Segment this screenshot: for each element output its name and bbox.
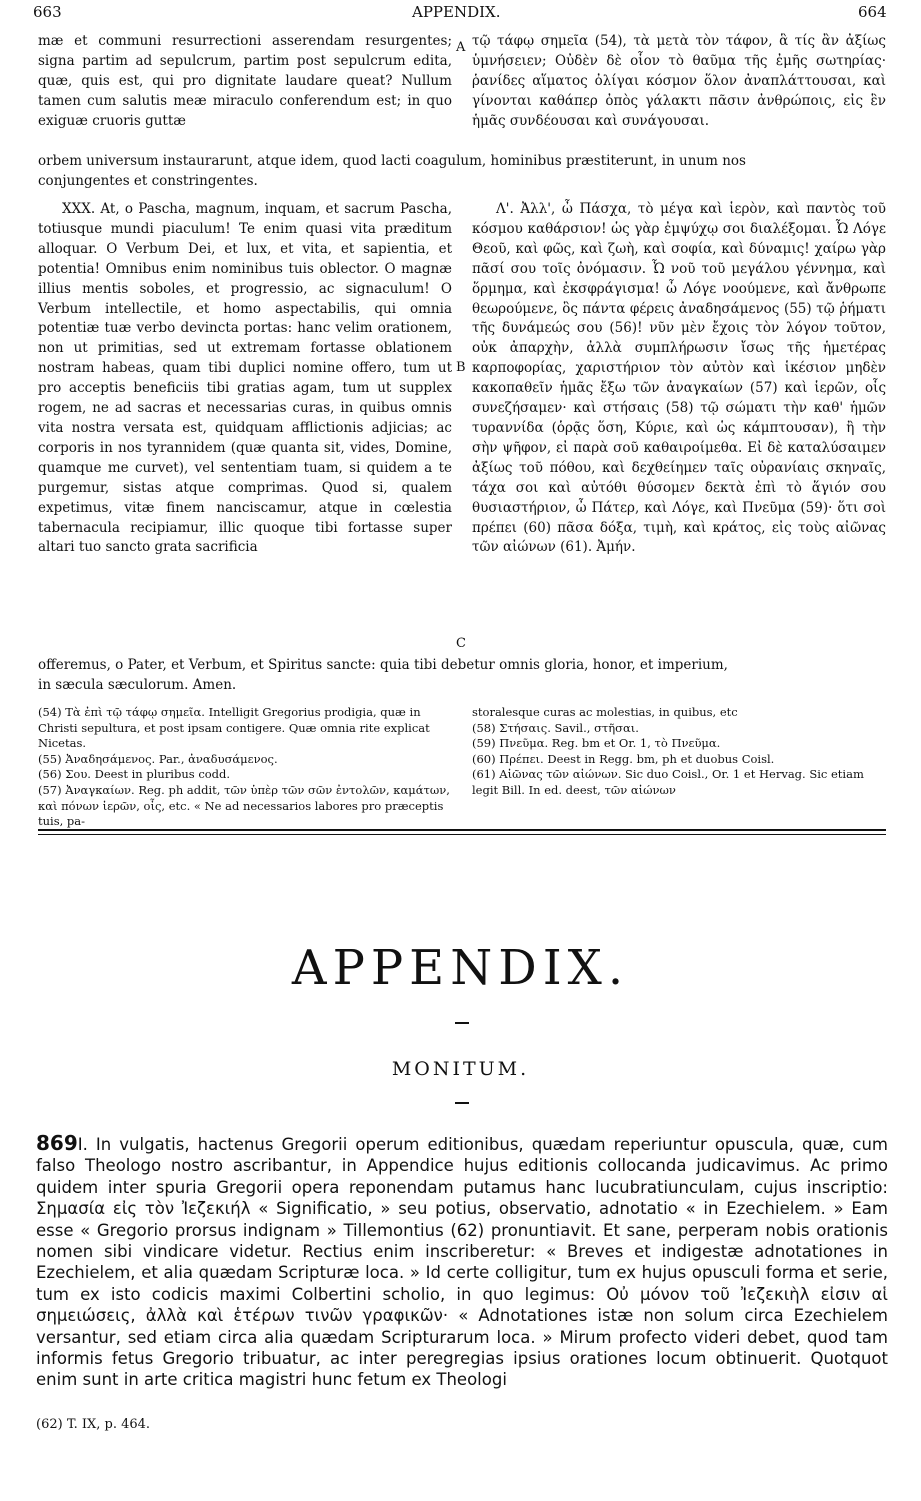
footnote-58: (58) Στήσαις. Savil., στῆσαι. bbox=[472, 720, 639, 735]
monitum-dash bbox=[455, 1102, 469, 1104]
span-line-1: orbem universum instaurarunt, atque idem, quod lacti coagulum, hominibus præstiterunt, in unum nos bbox=[38, 153, 746, 169]
span-line-2: offeremus, o Pater, et Verbum, et Spiritus sancte: quia tibi debetur omnis gloria, honor, et imperium, bbox=[38, 657, 728, 673]
footnote-60: (60) Πρέπει. Deest in Regg. bm, ph et duobus Coisl. bbox=[472, 751, 775, 766]
greek-column-xxx bbox=[472, 200, 886, 558]
section-number: 869 bbox=[36, 1131, 78, 1155]
running-title: APPENDIX. bbox=[412, 3, 501, 21]
footnote-62: (62) T. IX, p. 464. bbox=[36, 1417, 151, 1432]
greek-paragraph-1: τῷ τάφῳ σημεῖα (54), τὰ μετὰ τὸν τάφον, ἃ τίς ἂν ἀξίως ὑμνήσειεν; Οὐδὲν δὲ οἷον τὸ θαῦμα τῆς ἐμῆς σωτηρίας· ῥανίδες αἵματος ὀλίγαι κόσμον ὅλον ἀναπλάττουσαι, καὶ γίνονται καθάπερ ὀπὸς γάλακτι πᾶσιν ἀνθρώποις, εἰς ἓν ἡμᾶς συνδέουσαι καὶ συνάγουσαι. bbox=[472, 33, 886, 129]
footnote-61: (61) Αἰῶνας τῶν αἰώνων. Sic duo Coisl., Or. 1 et Hervag. Sic etiam legit Bill. In ed. deest, τῶν αἰώνων bbox=[472, 767, 864, 797]
footnote-57: (57) Ἀναγκαίων. Reg. ph addit, τῶν ὑπὲρ τῶν σῶν ἐντολῶν, καμάτων, καὶ πόνων ἱερῶν, οἷς, etc. « Ne ad necessarios labores pro præceptis tuis, pa- bbox=[38, 782, 450, 829]
latin-continuation: conjungentes et constringentes. bbox=[38, 173, 258, 189]
right-page-number: 664 bbox=[858, 3, 887, 21]
footnotes-left bbox=[38, 705, 452, 830]
title-dash bbox=[455, 1022, 469, 1024]
footnote-54: (54) Τὰ ἐπὶ τῷ τάφῳ σημεῖα. Intelligit Gregorius prodigia, quæ in Christi sepultura, et post ipsam contigere. Quæ omnia rite explicat Nicetas. bbox=[38, 705, 430, 751]
monitum-body bbox=[36, 1133, 888, 1391]
monitum-text: I. In vulgatis, hactenus Gregorii operum editionibus, quædam reperiuntur opuscula, quæ, cum falso Theologo nostro ascribantur, in Appendice hujus editionis collocanda judicavimus. Ac primo quidem inter spuria Gregorii opera reponendam putamus hanc lucubratiunculam, cujus inscriptio: Σημασία εἰς τὸν Ἰεζεκιήλ « Significatio, » seu potius, observatio, adnotatio « in Ezechielem. » Eam esse « Gregorio prorsus indignam » Tillemontius (62) pronuntiavit. Et sane, perperam nobis orationis nomen sibi vindicare videtur. Rectius enim inscriberetur: « Breves et indigestæ adnotationes in Ezechielem, et alia quædam Scripturæ loca. » Id certe colligitur, tum ex hujus opusculi forma et serie, tum ex isto codicis maximi Colbertini scholio, in quo legimus: Οὐ μόνον τοῦ Ἰεζεκιὴλ εἰσιν αἱ σημειώσεις, ἀλλὰ καὶ ἑτέρων τινῶν γραφικῶν· « Adnotationes istæ non solum circa Ezechielem versantur, sed etiam circa alia quædam Scripturarum loca. » Mirum profecto videri debet, quod tam informis fetus Gregorio tribuatur, ac inter peregregias ipsius orationes locum obtinuerit. Quotquot enim sunt in arte critica magistri hunc fetum ex Theologi bbox=[36, 1135, 888, 1390]
monitum-heading: MONITUM. bbox=[391, 1058, 530, 1080]
footnote-57-cont: storalesque curas ac molestias, in quibus, etc bbox=[472, 705, 738, 719]
latin-paragraph-xxx: XXX. At, o Pascha, magnum, inquam, et sacrum Pascha, totiusque mundi piaculum! Te enim quasi vita præditum alloquar. O Verbum Dei, et lux, et vita, et sapientia, et potentia! Omnibus enim nominibus tuis oblector. O magnæ illius mentis soboles, et progressio, ac signaculum! O Verbum intellectile, et homo aspectabilis, qui omnia potentiæ tuæ verbo devincta portas: hanc velim orationem, non ut primitias, sed ut extremam fortasse oblationem nostram habeas, quam tibi duplici nomine offero, tum ut pro acceptis beneficiis tibi gratias agam, tum ut supplex rogem, ne ad sacras et necessarias curas, in quibus omnis vita nostra versata est, quidquam afflictionis adjicias; ac corporis in nos tyrannidem (quæ quanta sit, vides, Domine, quamque me curvet), vel sententiam tuam, si quidem a te purgemur, sistas atque comprimas. Quod si, qualem expetimus, vitæ finem nanciscamur, atque in cœlestia tabernacula recipiamur, illic quoque tibi fortasse super altari tuo sancto grata sacrificia bbox=[38, 201, 452, 556]
latin-ending: in sæcula sæculorum. Amen. bbox=[38, 677, 237, 693]
footnote-56: (56) Σου. Deest in pluribus codd. bbox=[38, 767, 231, 782]
appendix-title: APPENDIX. bbox=[291, 940, 630, 996]
margin-letter-b: B bbox=[456, 360, 466, 375]
monitum-paragraph bbox=[36, 1133, 888, 1391]
section-rule-thick bbox=[38, 829, 886, 831]
section-rule-thin bbox=[38, 834, 886, 835]
page-header bbox=[0, 3, 921, 23]
left-page-number: 663 bbox=[33, 3, 62, 21]
margin-letter-c: C bbox=[456, 636, 466, 651]
footnotes-right bbox=[472, 705, 886, 799]
greek-column-top bbox=[472, 32, 886, 132]
latin-column-top bbox=[38, 32, 452, 132]
footnote-59: (59) Πνεῦμα. Reg. bm et Or. 1, τὸ Πνεῦμα. bbox=[472, 736, 721, 751]
footnote-55: (55) Ἀναδησάμενος. Par., ἀναδυσάμενος. bbox=[38, 751, 278, 766]
latin-paragraph-1: mæ et communi resurrectioni asserendam resurgentes; signa partim ad sepulcrum, partim post sepulcrum edita, quæ, quis est, qui pro dignitate laudare queat? Nullum tamen cum salutis meæ miraculo conferendum est; in quo exiguæ cruoris guttæ bbox=[38, 33, 452, 129]
greek-paragraph-xxx: Λ'. Ἀλλ', ὦ Πάσχα, τὸ μέγα καὶ ἱερὸν, καὶ παντὸς τοῦ κόσμου καθάρσιον! ὡς γὰρ ἐμψύχῳ σοι διαλέξομαι. Ὦ Λόγε Θεοῦ, καὶ φῶς, καὶ ζωὴ, καὶ σοφία, καὶ δύναμις! χαίρω γὰρ πᾶσί σου τοῖς ὀνόμασιν. Ὦ νοῦ τοῦ μεγάλου γέννημα, καὶ ὅρμημα, καὶ ἐκσφράγισμα! ὦ Λόγε νοούμενε, καὶ ἄνθρωπε θεωρούμενε, ὃς πάντα φέρεις ἀναδησάμενος (55) τῷ ῥήματι τῆς δυνάμεώς σου (56)! νῦν μὲν ἔχοις τὸν λόγον τοῦτον, οὐκ ἀπαρχὴν, ἀλλὰ συμπλήρωσιν ἴσως τῆς ἡμετέρας καρποφορίας, χαριστήριον τὸν αὐτὸν καὶ ἱκέσιον μηδὲν κακοπαθεῖν ἡμᾶς ἔξω τῶν ἀναγκαίων (57) καὶ ἱερῶν, οἷς συνεζήσαμεν· καὶ στήσαις (58) τῷ σώματι τὴν καθ' ἡμῶν τυραννίδα (ὁρᾷς ὅση, Κύριε, καὶ ὡς κάμπτουσαν), ἢ τὴν σὴν ψῆφον, εἰ παρὰ σοῦ καθαιροίμεθα. Εἰ δὲ καταλύσαιμεν ἀξίως τοῦ πόθου, καὶ δεχθείημεν ταῖς οὐρανίαις σκηναῖς, τάχα σοι καὶ αὐτόθι θύσομεν δεκτὰ ἐπὶ τὸ ἅγιόν σου θυσιαστήριον, ὦ Πάτερ, καὶ Λόγε, καὶ Πνεῦμα (59)· ὅτι σοὶ πρέπει (60) πᾶσα δόξα, τιμὴ, καὶ κράτος, εἰς τοὺς αἰῶνας τῶν αἰώνων (61). Ἀμήν. bbox=[472, 201, 886, 556]
margin-letter-a: A bbox=[456, 40, 466, 55]
latin-column-xxx bbox=[38, 200, 452, 558]
